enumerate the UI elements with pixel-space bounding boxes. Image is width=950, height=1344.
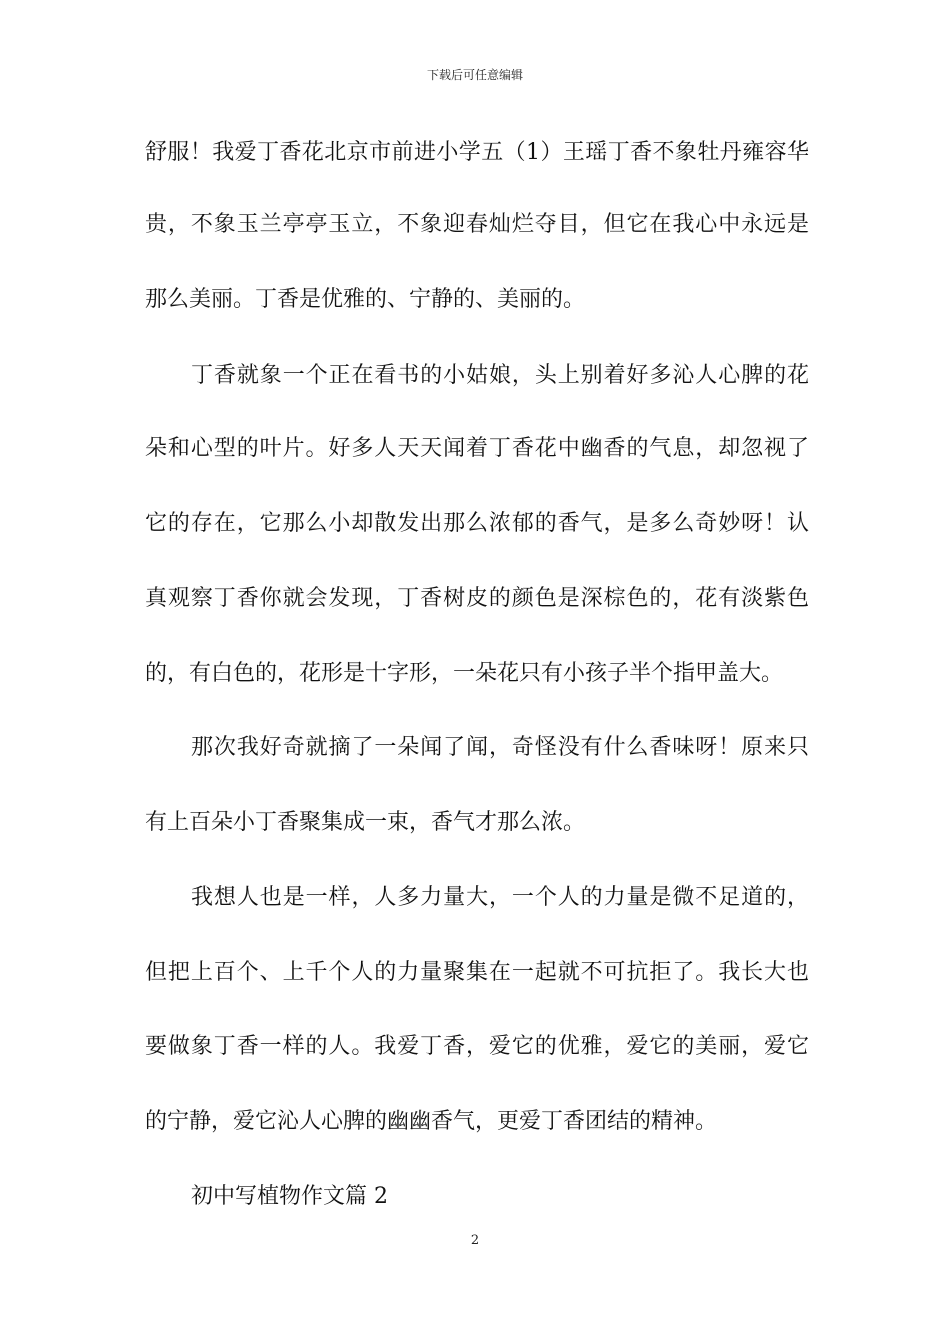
page-header: 下载后可任意编辑 bbox=[426, 68, 523, 82]
text-line-5: 朵和心型的叶片。好多人天天闻着丁香花中幽香的气息，却忽视了 bbox=[145, 436, 809, 461]
text-line-3: 那么美丽。丁香是优雅的、宁静的、美丽的。 bbox=[145, 287, 586, 312]
text-line-12: 但把上百个、上千个人的力量聚集在一起就不可抗拒了。我长大也 bbox=[145, 960, 809, 985]
text-line-9: 那次我好奇就摘了一朵闻了闻，奇怪没有什么香味呀！原来只 bbox=[191, 735, 809, 760]
text-line-2: 贵，不象玉兰亭亭玉立，不象迎春灿烂夺目，但它在我心中永远是 bbox=[145, 212, 809, 237]
section-heading: 初中写植物作文篇 2 bbox=[191, 1184, 388, 1209]
text-line-14: 的宁静，爱它沁人心脾的幽幽香气，更爱丁香团结的精神。 bbox=[145, 1109, 718, 1134]
text-line-7: 真观察丁香你就会发现，丁香树皮的颜色是深棕色的，花有淡紫色 bbox=[145, 586, 809, 611]
text-line-8: 的，有白色的，花形是十字形，一朵花只有小孩子半个指甲盖大。 bbox=[145, 661, 784, 686]
text-line-11: 我想人也是一样，人多力量大，一个人的力量是微不足道的， bbox=[191, 885, 809, 910]
text-line-13: 要做象丁香一样的人。我爱丁香，爱它的优雅，爱它的美丽，爱它 bbox=[145, 1034, 809, 1059]
text-line-1: 舒服！我爱丁香花北京市前进小学五（1）王瑶丁香不象牡丹雍容华 bbox=[145, 140, 809, 165]
page-number: 2 bbox=[470, 1233, 480, 1248]
text-line-4: 丁香就象一个正在看书的小姑娘，头上别着好多沁人心脾的花 bbox=[191, 363, 809, 388]
text-line-10: 有上百朵小丁香聚集成一束，香气才那么浓。 bbox=[145, 810, 586, 835]
text-line-6: 它的存在，它那么小却散发出那么浓郁的香气，是多么奇妙呀！认 bbox=[145, 511, 809, 536]
